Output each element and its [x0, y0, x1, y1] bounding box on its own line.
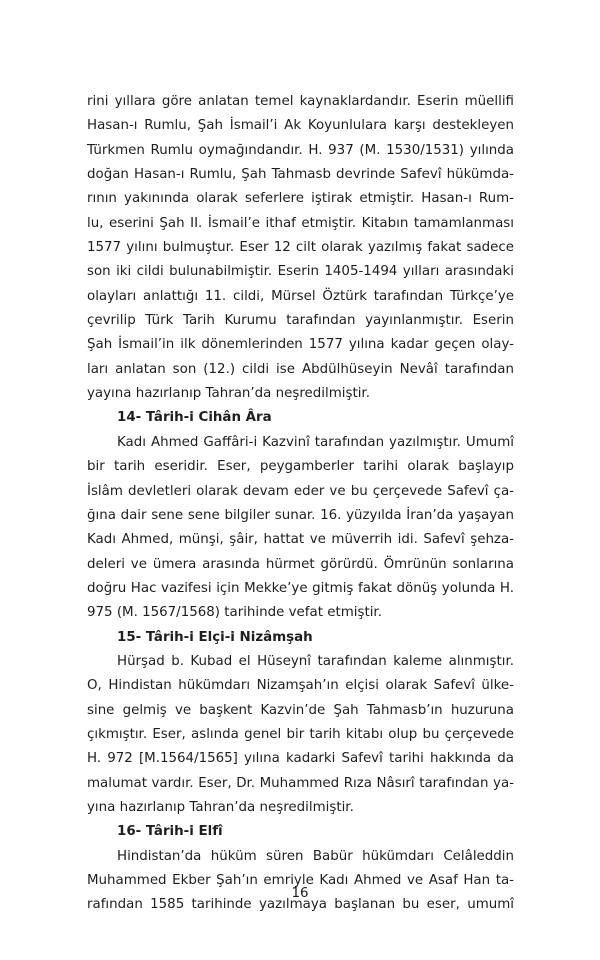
body-text-line: çevrilip Türk Tarih Kurumu tarafından yayınlanmıştır. Eserin — [87, 313, 514, 329]
section-heading: 16- Târih-i Elfî — [117, 824, 223, 840]
body-text-line: Hindistan’da hüküm süren Babür hükümdarı Celâleddin — [117, 848, 514, 864]
body-text-line: H. 972 [M.1564/1565] yılına kadarki Safevî tarihi hakkında da — [87, 751, 514, 767]
section-heading: 14- Târih-i Cihân Âra — [117, 410, 272, 426]
body-text-line: son iki cildi bulunabilmiştir. Eserin 1405-1494 yılları arasındaki — [87, 264, 514, 280]
body-text-line: O, Hindistan hükümdarı Nizamşah’ın elçisi olarak Safevî ülke- — [87, 678, 514, 694]
body-text-line: ğına dair sene sene bilgiler sunar. 16. yüzyılda İran’da yaşayan — [87, 507, 514, 523]
page-number: 16 — [291, 886, 309, 901]
body-text-line: yına hazırlanıp Tahran’da neşredilmiştir. — [87, 799, 354, 815]
body-text-line: 1577 yılını bulmuştur. Eser 12 cilt olarak yazılmış fakat sadece — [87, 240, 514, 256]
body-text-line: bir tarih eseridir. Eser, peygamberler tarihi olarak başlayıp — [87, 459, 514, 475]
body-text-line: Hasan-ı Rumlu, Şah İsmail’i Ak Koyunlulara karşı destekleyen — [87, 118, 514, 134]
body-text-line: rini yıllara göre anlatan temel kaynaklardandır. Eserin müellifi — [87, 94, 514, 109]
section-heading: 15- Târih-i Elçi-i Nizâmşah — [117, 629, 313, 645]
body-text-line: Türkmen Rumlu oymağındandır. H. 937 (M. 1530/1531) yılında — [87, 142, 514, 158]
body-text-line: Kadı Ahmed Gaffâri-i Kazvinî tarafından yazılmıştır. Umumî — [117, 434, 514, 450]
body-text-line: Muhammed Ekber Şah’ın emriyle Kadı Ahmed ve Asaf Han ta- — [87, 873, 514, 888]
body-text-line: 975 (M. 1567/1568) tarihinde vefat etmiştir. — [87, 605, 382, 621]
body-text-line: Hürşad b. Kubad el Hüseynî tarafından kaleme alınmıştır. — [117, 653, 514, 669]
body-text-line: olayları anlattığı 11. cildi, Mürsel Öztürk tarafından Türkçe’ye — [87, 288, 514, 304]
body-text-line: malumat vardır. Eser, Dr. Muhammed Rıza Nâsırî tarafından ya- — [87, 775, 514, 791]
body-text-line: İslâm devletleri olarak devam eder ve bu çerçevede Safevî ça- — [87, 483, 514, 499]
body-text-line: Şah İsmail’in ilk dönemlerinden 1577 yılına kadar geçen olay- — [87, 337, 514, 353]
body-text-line: doğru Hac vazifesi için Mekke’ye gitmiş fakat dönüş yolunda H. — [87, 580, 514, 596]
body-text-line: rafından 1585 tarihinde yazılmaya başlanan bu eser, umumî — [87, 897, 514, 913]
body-text-line: ları anlatan son (12.) cildi ise Abdülhüseyin Nevâî tarafından — [87, 361, 514, 377]
body-text-line: sine gelmiş ve başkent Kazvin’de Şah Tahmasb’ın huzuruna — [87, 702, 514, 718]
body-text-line: çıkmıştır. Eser, aslında genel bir tarih kitabı olup bu çerçevede — [87, 726, 514, 742]
page-body — [87, 90, 514, 918]
body-text-line: deleri ve ümera arasında hürmet görürdü. Ömrünün sonlarına — [87, 556, 514, 572]
body-text-line: rının yakınında olarak seferlere iştirak etmiştir. Hasan-ı Rum- — [87, 191, 514, 207]
body-text-line: lu, eserini Şah II. İsmail’e ithaf etmiştir. Kitabın tamamlanması — [87, 215, 514, 231]
body-text-line: yayına hazırlanıp Tahran’da neşredilmiştir. — [87, 386, 370, 402]
body-text-line: Kadı Ahmed, münşi, şâir, hattat ve müverrih idi. Safevî şehza- — [87, 532, 514, 548]
body-text-line: doğan Hasan-ı Rumlu, Şah Tahmasb devrinde Safevî hükümda- — [87, 167, 514, 183]
